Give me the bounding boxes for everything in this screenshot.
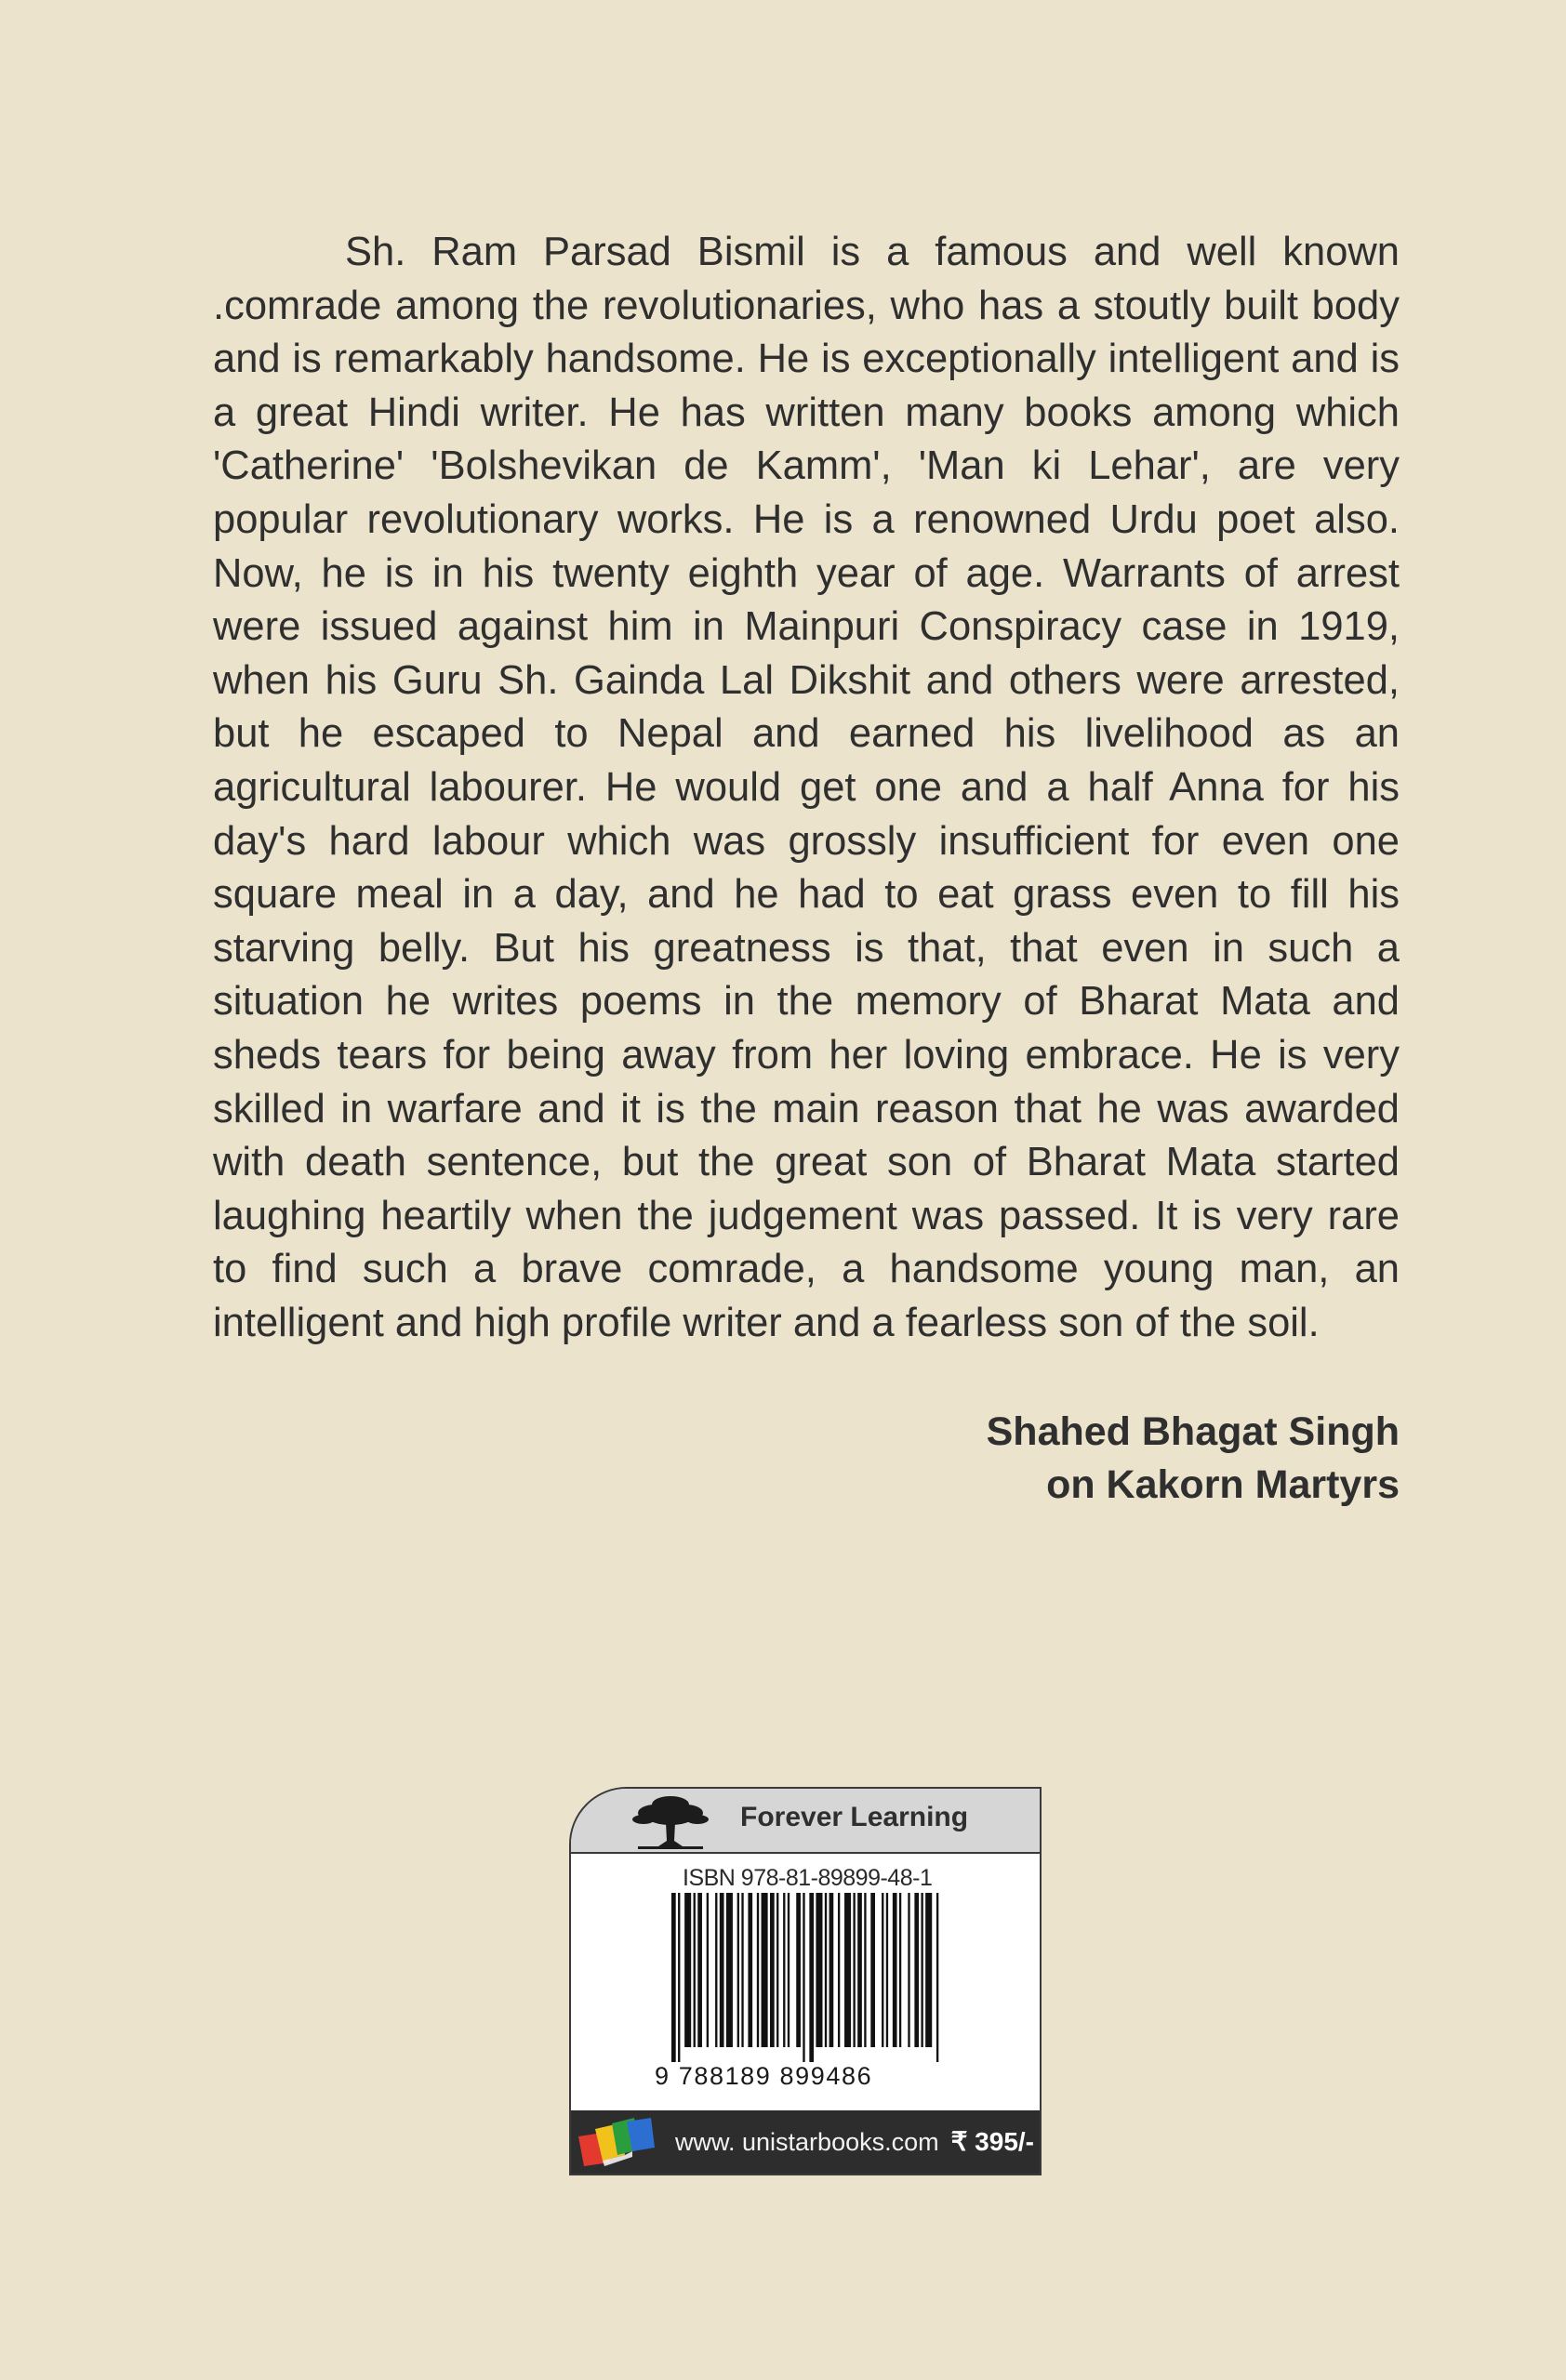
barcode-bar	[857, 1893, 862, 2047]
attribution	[987, 1406, 1400, 1512]
barcode-bar	[809, 1893, 814, 2062]
barcode-bar	[715, 1893, 717, 2047]
barcode-footer	[571, 2110, 1040, 2174]
barcode-bar	[707, 1893, 709, 2047]
barcode-bar	[899, 1893, 901, 2047]
barcode-bar	[770, 1893, 775, 2047]
tree-icon	[630, 1792, 710, 1850]
barcode-bar	[671, 1893, 676, 2062]
barcode-bar	[838, 1893, 840, 2047]
barcode-header	[571, 1789, 1040, 1854]
attribution-author: Shahed Bhagat Singh	[986, 1409, 1400, 1454]
brand-label: Forever Learning	[740, 1802, 969, 1832]
barcode-bar	[816, 1893, 822, 2047]
barcode-bar	[925, 1893, 932, 2047]
barcode-bar	[720, 1893, 724, 2047]
barcode-bars	[671, 1893, 943, 2062]
blurb-paragraph: Sh. Ram Parsad Bismil is a famous and well known .comrade among the revolutionaries, who has a stoutly built body and is remarkably handsome. He is exceptionally intelligent and is a great Hindi writer. He has written many books among which 'Catherine' 'Bolshevikan de Kamm', 'Man ki Lehar', are very popular revolutionary works. He is a renowned Urdu poet also. Now, he is in his twenty eighth year of age. Warrants of arrest were issued against him in Mainpuri Conspiracy case in 1919, when his Guru Sh. Gainda Lal Dikshit and others were arrested, but he escaped to Nepal and earned his livelihood as an agricultural labourer. He would get one and a half Anna for his day's hard labour which was grossly insufficient for even one square meal in a day, and he had to eat grass even to fill his starving belly. But his greatness is that, that even in such a situation he writes poems in the memory of Bharat Mata and sheds tears for being away from her loving embrace. He is very skilled in warfare and it is the main reason that he was awarded with death sentence, but the great son of Bharat Mata started laughing heartily when the judgement was passed. It is very rare to find such a brave comrade, a handsome young man, an intelligent and high profile writer and a fearless son of the soil.	[213, 230, 1400, 1345]
barcode-bar	[803, 1893, 804, 2062]
price-label: ₹ 395/-	[950, 2127, 1034, 2156]
website-label: www. unistarbooks.com	[675, 2128, 939, 2156]
barcode-bar	[914, 1893, 919, 2047]
barcode-bar	[853, 1893, 855, 2047]
barcode-bar	[829, 1893, 834, 2047]
barcode-bar	[783, 1893, 785, 2047]
barcode-bar	[684, 1893, 691, 2047]
barcode-bar	[757, 1893, 759, 2047]
barcode-bar	[882, 1893, 883, 2047]
barcode-digits: 9 788189 899486	[655, 2062, 873, 2090]
barcode-bar	[908, 1893, 909, 2047]
barcode-bar	[844, 1893, 851, 2047]
isbn-label: ISBN 978-81-89899-48-1	[683, 1865, 933, 1891]
barcode-bar	[726, 1893, 733, 2047]
barcode-block	[569, 1787, 1042, 2175]
barcode-bar	[864, 1893, 866, 2047]
attribution-subject: on Kakorn Martyrs	[1046, 1462, 1400, 1507]
barcode-bar	[893, 1893, 897, 2047]
barcode-bar	[776, 1893, 778, 2047]
barcode-bar	[796, 1893, 801, 2047]
barcode-bar	[921, 1893, 922, 2047]
barcode-bar	[697, 1893, 702, 2047]
barcode-bar	[748, 1893, 752, 2047]
barcode-bar	[870, 1893, 875, 2047]
barcode-bar	[762, 1893, 768, 2047]
barcode-bar	[737, 1893, 739, 2047]
barcode-bar	[741, 1893, 743, 2047]
barcode-bar	[886, 1893, 888, 2047]
barcode-bar	[825, 1893, 827, 2047]
barcode-bar	[694, 1893, 696, 2047]
books-icon	[575, 2116, 658, 2170]
barcode-bar	[936, 1893, 938, 2062]
barcode-bar	[788, 1893, 790, 2047]
barcode-bar	[678, 1893, 680, 2062]
